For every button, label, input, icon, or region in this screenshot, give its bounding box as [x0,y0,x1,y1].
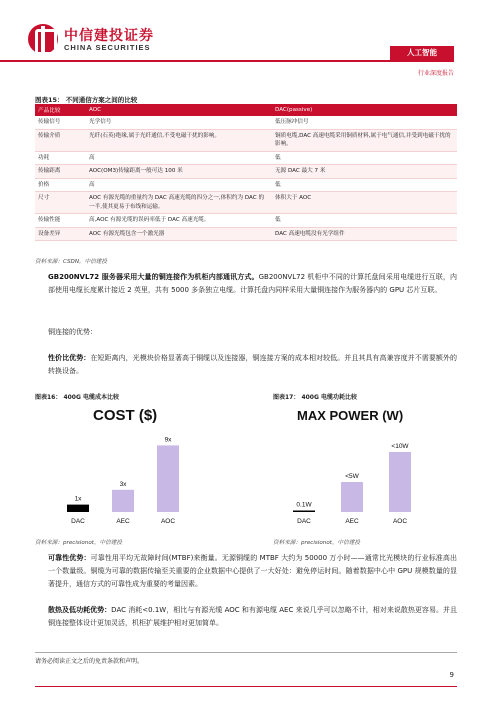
table-cell: AOC(OM3)传输距离一般可达 100 米 [86,165,272,179]
page-number: 9 [449,671,454,679]
category-label: AOC [160,518,176,525]
table-cell: 低 [272,178,457,192]
table-cell: AOC 有源光缆包含一个激光器 [86,227,272,241]
paragraph-gb200 [48,271,457,297]
bar-aec [341,482,363,512]
table-cell: 传输信号 [35,116,86,129]
table-cell: 高,AOC 有源光缆的误码率低于 DAC 高速光缆。 [86,214,272,228]
figure17-source: 资料来源：precisionot，中信建投 [273,540,360,546]
paragraph-text: 在短距离内，光模块价格显著高于铜缆以及连接器，铜连接方案的成本相对较低。并且其具有高兼容度并不需要额外的转换设备。 [48,354,458,375]
table-cell: 尺寸 [35,192,86,214]
category-label: DAC [71,518,85,525]
power-chart [273,400,457,530]
table-row [35,214,457,228]
chart-title: COST ($) [93,407,158,424]
table-row [35,178,457,192]
table15-title: 图表15： 不同通信方案之间的比较 [35,96,138,104]
figure16-source: 资料来源：precisionot，中信建投 [35,540,122,546]
table-cell: 传输介质 [35,129,86,151]
paragraph-copy-advantage: 铜连接的优势： [48,328,97,336]
paragraph-text: GB200NVL72 机柜中不同的计算托盘间采用电缆进行互联，内部使用电缆长度累计接近 2 英里，共有 5000 多条独立电缆。计算托盘内同样采用大量铜连接作为服务器内的 GPU 芯片互联。 [48,273,457,294]
table-cell: 光纤(石英)绝缘,属于光纤通信,不受电磁干扰的影响。 [86,129,272,151]
figure17-title: 图表17： 400G 电缆功耗比较 [273,394,357,401]
cost-chart [35,400,250,530]
disclaimer: 请务必阅读正文之后的免责条款和声明。 [35,658,144,665]
chart-title: MAX POWER (W) [297,408,404,423]
data-label: 3x [119,480,127,488]
data-label: 9x [164,436,172,444]
table-row [35,227,457,241]
paragraph-reliability [48,552,457,591]
table-cell: 低 [272,151,457,165]
category-label: DAC [297,518,311,525]
table-cell: 传输性能 [35,214,86,228]
table-cell: 光学信号 [86,116,272,129]
comparison-table [35,104,457,241]
data-label: <5W [345,473,359,480]
category-label: AEC [116,518,130,525]
paragraph-power [48,604,457,630]
table-cell: 高 [86,151,272,165]
bar-dac [67,505,89,512]
table-cell: 功耗 [35,151,86,165]
header-divider [0,60,454,62]
company-logo [28,22,168,62]
table-cell: 设备差异 [35,227,86,241]
table-row [35,116,457,129]
paragraph-bold: 散热及低功耗优势： [48,606,112,614]
footer-line [35,686,457,687]
table-header-cell: 产品比较 [35,104,86,116]
table-cell: AOC 有源光缆的重量约为 DAC 高速光缆的四分之一,体积约为 DAC 的一半,使其更易于布线和运输。 [86,192,272,214]
table15-source: 资料来源：CSDN，中信建投 [35,259,107,265]
paragraph-text: DAC 消耗<0.1W，相比与有源光缆 AOC 和有源电缆 AEC 来说几乎可以忽略不计，相对来说散热更容易。并且铜连接整体设计更加灵活，机柜扩展维护相对更加简单。 [48,606,457,627]
figure16-title: 图表16： 400G 电缆成本比较 [35,394,119,401]
category-label: AEC [345,518,359,525]
table-header-cell: DAC(passive) [272,104,457,116]
table-row [35,192,457,214]
footer-divider [35,652,457,653]
data-label: 1x [74,495,82,503]
data-label: 0.1W [296,501,312,509]
paragraph-bold: 可靠性优势： [48,554,91,562]
table-row [35,129,457,151]
company-name-en: CHINA SECURITIES [64,43,151,52]
table-cell: 高 [86,178,272,192]
bar-dac [293,511,315,513]
logo-icon [28,24,58,54]
data-label: <10W [391,443,409,450]
paragraph-text: 可靠性用平均无故障时间(MTBF)来衡量。无源铜缆的 MTBF 大约为 50000 万小时——通常比光模块的行业标准高出一个数量级。铜缆为可靠的数据传输至关重要的企业数据中心提供了一大好处：避免停运时间。随着数据中心中 GPU 规模数量的显著提升，通信方式的可靠性成为重要的考量因素。 [48,554,457,588]
bar-aoc [157,445,179,512]
company-name-cn: 中信建投证券 [64,28,154,44]
table-cell: 低 [272,214,457,228]
report-type: 行业深度报告 [417,70,454,77]
paragraph-bold: 性价比优势： [48,354,91,362]
table-cell: 价格 [35,178,86,192]
bar-aoc [389,452,411,512]
table-cell: 体积大于 AOC [272,192,457,214]
table-cell: 传输距离 [35,165,86,179]
table-header-row [35,104,457,116]
table-header-cell: AOC [86,104,272,116]
section-tag: 人工智能 [390,46,454,60]
category-label: AOC [392,518,408,525]
bar-aec [112,490,134,512]
paragraph-cost-advantage [48,352,457,378]
table-row [35,151,457,165]
table-row [35,165,457,179]
table-cell: DAC 高速电缆没有光学组件 [272,227,457,241]
table-cell: 无源 DAC 最大 7 米 [272,165,457,179]
table-cell: 低压脉冲信号 [272,116,457,129]
table-cell: 铜质电缆,DAC 高速电缆采用铜质材料,属于电气通信,并受到电磁干扰的影响。 [272,129,457,151]
paragraph-bold: GB200NVL72 服务器采用大量的铜连接作为机柜内部通讯方式。 [48,273,259,281]
